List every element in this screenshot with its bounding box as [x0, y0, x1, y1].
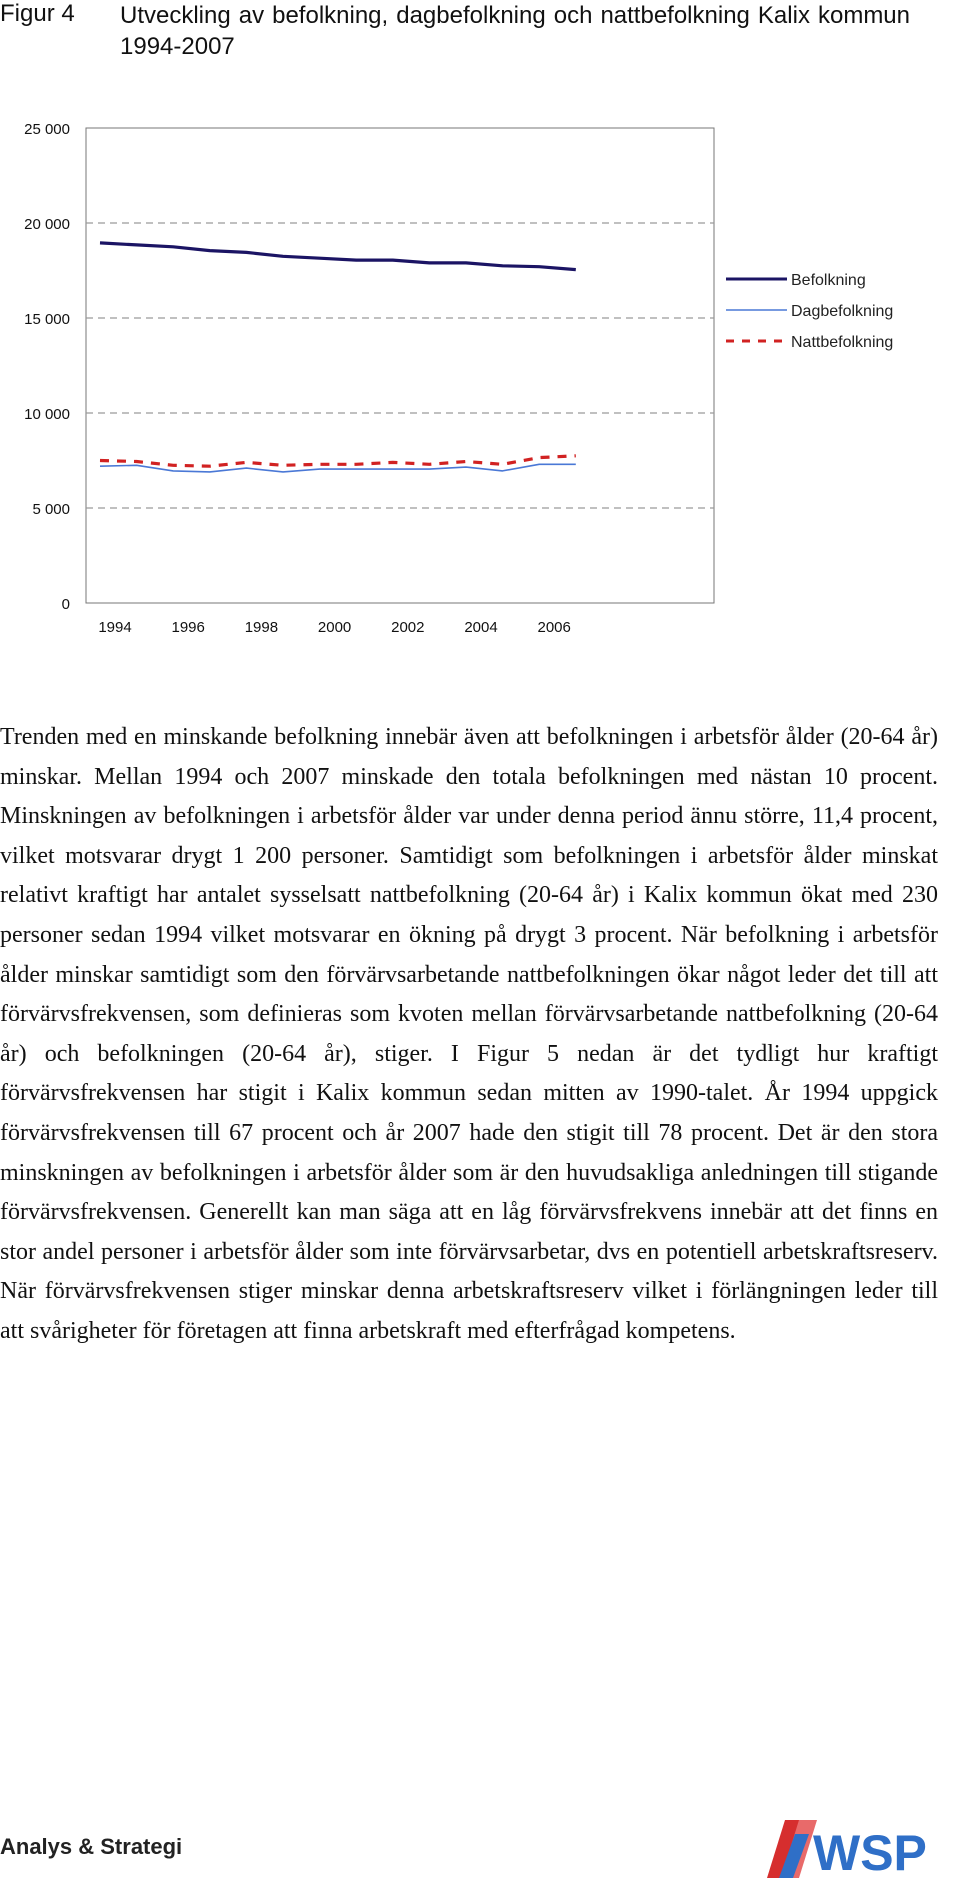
- legend: [726, 272, 893, 351]
- legend-label: Nattbefolkning: [791, 334, 894, 351]
- wsp-logo-text: WSP: [813, 1825, 927, 1881]
- x-tick-label: 2004: [464, 619, 498, 636]
- y-tick-label: 15 000: [24, 311, 70, 328]
- line-chart: [0, 100, 960, 680]
- figure-label: Figur 4: [0, 0, 75, 27]
- footer-company-name: Analys & Strategi: [0, 1834, 183, 1859]
- y-tick-label: 10 000: [24, 406, 70, 423]
- y-axis-ticks: [24, 121, 70, 613]
- body-paragraph: Trenden med en minskande befolkning innebär även att befolkningen i arbetsför ålder (20-64 år) minskar. Mellan 1994 och 2007 minskade den totala befolkningen med nästan 10 procent. Minskningen av befolkningen i arbetsför ålder var under denna period ännu större, 11,4 procent, vilket motsvarar drygt 1 200 personer. Samtidigt som befolkningen i arbetsför ålder minskat relativt kraftigt har antalet sysselsatt nattbefolkning (20-64 år) i Kalix kommun ökat med 230 personer sedan 1994 vilket motsvarar en ökning på drygt 3 procent. När befolkning i arbetsför ålder minskar samtidigt som den förvärvsarbetande nattbefolkningen ökar något leder det till att förvärvsfrekvensen, som definieras som kvoten mellan förvärvsarbetande nattbefolkning (20-64 år) och befolkningen (20-64 år), stiger. I Figur 5 nedan är det tydligt hur kraftigt förvärvsfrekvensen har stigit i Kalix kommun sedan mitten av 1990-talet. År 1994 uppgick förvärvsfrekvensen till 67 procent och år 2007 hade den stigit till 78 procent. Det är den stora minskningen av befolkningen i arbetsför ålder som är den huvudsakliga anledningen till stigande förvärvsfrekvensen. Generellt kan man säga att en låg förvärvsfrekvens innebär att det finns en stor andel personer i arbetsför ålder som inte förvärvsarbetar, dvs en potentiell arbetskraftsreserv. När förvärvsfrekvensen stiger minskar denna arbetskraftsreserv vilket i förlängningen leder till att svårigheter för företagen att finna arbetskraft med efterfrågad kompetens.: [0, 724, 938, 1344]
- x-tick-label: 2000: [317, 619, 352, 636]
- x-tick-label: 2002: [391, 619, 425, 636]
- legend-label: Dagbefolkning: [791, 303, 894, 320]
- legend-label: Befolkning: [791, 272, 866, 289]
- plot-area-frame: [86, 128, 714, 603]
- x-tick-label: 1996: [171, 619, 205, 636]
- figure-title: Utveckling av befolkning, dagbefolkning och nattbefolkning Kalix kommun 1994-2007: [120, 2, 910, 60]
- y-tick-label: 0: [61, 596, 70, 613]
- y-tick-label: 5 000: [32, 501, 70, 518]
- x-tick-label: 2006: [537, 619, 571, 636]
- x-tick-label: 1994: [98, 619, 132, 636]
- y-tick-label: 20 000: [24, 216, 70, 233]
- y-tick-label: 25 000: [24, 121, 70, 138]
- x-tick-label: 1998: [244, 619, 279, 636]
- x-axis-ticks: [98, 619, 571, 636]
- wsp-logo: [765, 1816, 960, 1884]
